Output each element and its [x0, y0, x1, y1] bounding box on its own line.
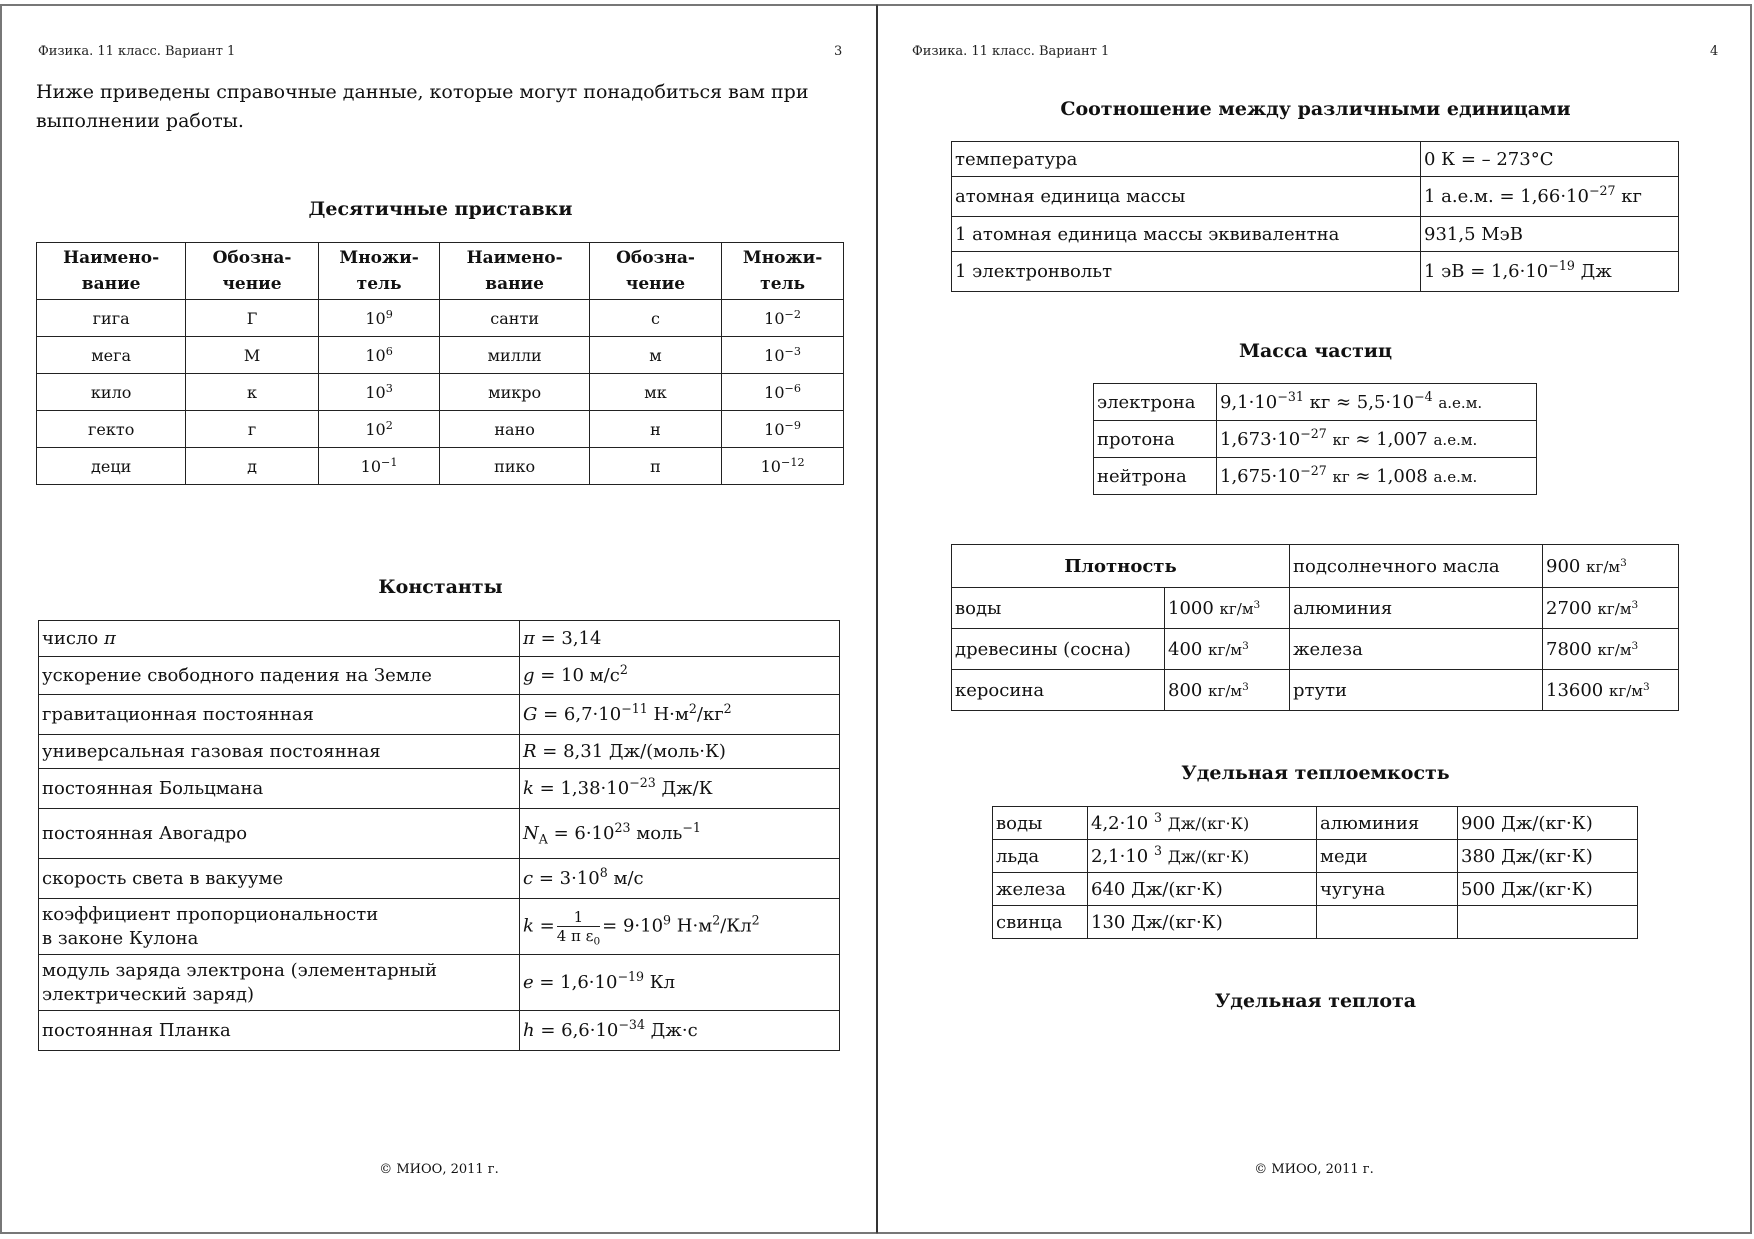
table-row — [37, 337, 844, 374]
specific-heat-table — [992, 806, 1638, 939]
constants-table — [38, 620, 840, 1051]
density-value: 7800 $кг/м^3$ — [1543, 629, 1679, 670]
density-name: ртути — [1290, 670, 1543, 711]
unit-value: 1 а.е.м. = $1,66\cdot 10^{-27}$ кг — [1421, 177, 1679, 217]
constant-name: число π — [39, 621, 520, 657]
material-name: меди — [1317, 840, 1458, 873]
constant-value: $c = 3\cdot 10^8$ м/с — [520, 859, 840, 899]
prefix-symbol: м — [589, 337, 721, 374]
page-footer: © МИОО, 2011 г. — [1254, 1162, 1374, 1177]
density-title: Плотность — [952, 545, 1290, 588]
heat-value: 380 Дж/(кг·К) — [1458, 840, 1638, 873]
table-row — [1094, 421, 1537, 458]
heat-value: 4,2·10 $^3$ Дж/(кг·К) — [1088, 807, 1317, 840]
table-row — [39, 955, 840, 1011]
heat-value: 900 Дж/(кг·К) — [1458, 807, 1638, 840]
intro-text: Ниже приведены справочные данные, которые могут понадобиться вам при выполнении работы. — [36, 81, 809, 132]
particle-mass-table — [1093, 383, 1537, 495]
constant-name: модуль заряда электрона (элементарный электрический заряд) — [39, 955, 520, 1011]
prefix-name: гекто — [37, 411, 186, 448]
table-row — [39, 769, 840, 809]
prefix-multiplier: $10^{-1}$ — [318, 448, 440, 485]
prefix-name: деци — [37, 448, 186, 485]
col-header: Наимено-вание — [440, 243, 589, 300]
constant-name: коэффициент пропорциональности в законе Кулона — [39, 899, 520, 955]
units-table — [951, 141, 1679, 292]
table-row — [952, 670, 1679, 711]
unit-value: 1 эВ = $1,6\cdot 10^{-19}$ Дж — [1421, 252, 1679, 292]
prefix-symbol: г — [186, 411, 318, 448]
density-value: 1000 $кг/м^3$ — [1165, 588, 1290, 629]
prefix-name: нано — [440, 411, 589, 448]
prefix-name: кило — [37, 374, 186, 411]
density-name: подсолнечного масла — [1290, 545, 1543, 588]
constant-name: универсальная газовая постоянная — [39, 735, 520, 769]
constant-value: π = 3,14 — [520, 621, 840, 657]
particle-name: электрона — [1094, 384, 1217, 421]
table-row — [39, 859, 840, 899]
prefix-symbol: д — [186, 448, 318, 485]
prefix-multiplier: $10^{-9}$ — [722, 411, 844, 448]
constant-value: $k = 1,38\cdot 10^{-23}$ Дж/К — [520, 769, 840, 809]
constant-name: постоянная Авогадро — [39, 809, 520, 859]
table-header-row — [952, 545, 1679, 588]
table-row — [952, 588, 1679, 629]
table-row — [952, 629, 1679, 670]
table-row — [39, 735, 840, 769]
constant-name: ускорение свободного падения на Земле — [39, 657, 520, 695]
constant-name: гравитационная постоянная — [39, 695, 520, 735]
col-header: Множи-тель — [722, 243, 844, 300]
density-value: 800 $кг/м^3$ — [1165, 670, 1290, 711]
prefix-multiplier: $10^6$ — [318, 337, 440, 374]
density-value: 2700 $кг/м^3$ — [1543, 588, 1679, 629]
prefix-symbol: п — [589, 448, 721, 485]
constant-name: постоянная Планка — [39, 1011, 520, 1051]
page-number: 4 — [1710, 44, 1719, 59]
constant-value: $h = 6,6\cdot 10^{-34}$ Дж·с — [520, 1011, 840, 1051]
prefixes-table — [36, 242, 844, 485]
prefix-name: мега — [37, 337, 186, 374]
prefix-multiplier: $10^9$ — [318, 300, 440, 337]
density-value: 13600 $кг/м^3$ — [1543, 670, 1679, 711]
table-header-row — [37, 243, 844, 300]
page-header: Физика. 11 класс. Вариант 1 — [38, 44, 236, 59]
page-footer: © МИОО, 2011 г. — [379, 1162, 499, 1177]
prefix-symbol: н — [589, 411, 721, 448]
specific-heat-title: Удельная теплоемкость — [1181, 762, 1450, 784]
material-name — [1317, 906, 1458, 939]
latent-heat-title: Удельная теплота — [1214, 990, 1417, 1012]
density-value: 900 $кг/м^3$ — [1543, 545, 1679, 588]
prefix-symbol: М — [186, 337, 318, 374]
prefix-name: гига — [37, 300, 186, 337]
material-name: воды — [993, 807, 1088, 840]
prefix-symbol: мк — [589, 374, 721, 411]
material-name: алюминия — [1317, 807, 1458, 840]
heat-value: 2,1·10 $^3$ Дж/(кг·К) — [1088, 840, 1317, 873]
prefix-multiplier: $10^{-3}$ — [722, 337, 844, 374]
density-table — [951, 544, 1679, 711]
table-row — [39, 657, 840, 695]
unit-name: атомная единица массы — [952, 177, 1421, 217]
particle-mass: $1,675\cdot 10^{-27}$ кг ≈ 1,008 а.е.м. — [1217, 458, 1537, 495]
material-name: льда — [993, 840, 1088, 873]
unit-name: 1 атомная единица массы эквивалентна — [952, 217, 1421, 252]
heat-value: 500 Дж/(кг·К) — [1458, 873, 1638, 906]
density-name: железа — [1290, 629, 1543, 670]
material-name: железа — [993, 873, 1088, 906]
prefix-multiplier: $10^{-2}$ — [722, 300, 844, 337]
table-row — [37, 374, 844, 411]
table-row — [993, 906, 1638, 939]
page-header: Физика. 11 класс. Вариант 1 — [912, 44, 1110, 59]
col-header: Обозна-чение — [589, 243, 721, 300]
table-row — [37, 448, 844, 485]
table-row — [952, 177, 1679, 217]
table-row — [952, 217, 1679, 252]
col-header: Обозна-чение — [186, 243, 318, 300]
constant-value: $N_A = 6\cdot 10^{23}$ моль$^{-1}$ — [520, 809, 840, 859]
page-left — [0, 4, 877, 1234]
unit-name: температура — [952, 142, 1421, 177]
prefix-name: санти — [440, 300, 589, 337]
prefix-name: микро — [440, 374, 589, 411]
constant-name: постоянная Больцмана — [39, 769, 520, 809]
table-row — [993, 873, 1638, 906]
constant-value: $G = 6,7\cdot 10^{-11}$ $Н\cdot м^2/кг^2$ — [520, 695, 840, 735]
prefix-multiplier: $10^{-12}$ — [722, 448, 844, 485]
prefixes-title: Десятичные приставки — [308, 198, 573, 220]
table-row — [1094, 384, 1537, 421]
density-name: алюминия — [1290, 588, 1543, 629]
table-row — [39, 809, 840, 859]
particle-mass: $1,673\cdot 10^{-27}$ кг ≈ 1,007 а.е.м. — [1217, 421, 1537, 458]
particle-mass: $9,1\cdot 10^{-31}$ кг ≈ $5,5\cdot 10^{-4}$ а.е.м. — [1217, 384, 1537, 421]
material-name: чугуна — [1317, 873, 1458, 906]
prefix-name: пико — [440, 448, 589, 485]
prefix-multiplier: $10^2$ — [318, 411, 440, 448]
density-name: древесины (сосна) — [952, 629, 1165, 670]
density-name: воды — [952, 588, 1165, 629]
prefix-multiplier: $10^3$ — [318, 374, 440, 411]
density-name: керосина — [952, 670, 1165, 711]
density-value: 400 $кг/м^3$ — [1165, 629, 1290, 670]
table-row — [39, 621, 840, 657]
prefix-name: милли — [440, 337, 589, 374]
prefix-symbol: с — [589, 300, 721, 337]
fraction: $\frac{1}{4 \pi \varepsilon_0}$ — [556, 908, 601, 948]
unit-name: 1 электронвольт — [952, 252, 1421, 292]
table-row — [37, 300, 844, 337]
table-row — [1094, 458, 1537, 495]
page-number: 3 — [834, 44, 843, 59]
table-row — [37, 411, 844, 448]
constants-title: Константы — [378, 576, 503, 598]
constant-value: R = 8,31 Дж/(моль·К) — [520, 735, 840, 769]
material-name: свинца — [993, 906, 1088, 939]
table-row — [39, 899, 840, 955]
particle-name: нейтрона — [1094, 458, 1217, 495]
heat-value: 130 Дж/(кг·К) — [1088, 906, 1317, 939]
table-row — [993, 807, 1638, 840]
page-right — [877, 4, 1752, 1234]
table-row — [39, 1011, 840, 1051]
constant-name: скорость света в вакууме — [39, 859, 520, 899]
constant-value: g = 10 $м/с^2$ — [520, 657, 840, 695]
col-header: Наимено-вание — [37, 243, 186, 300]
particle-name: протона — [1094, 421, 1217, 458]
table-row — [952, 142, 1679, 177]
unit-value: 0 К = – 273°С — [1421, 142, 1679, 177]
prefix-symbol: Г — [186, 300, 318, 337]
table-row — [993, 840, 1638, 873]
prefix-multiplier: $10^{-6}$ — [722, 374, 844, 411]
constant-value: $e = 1,6\cdot 10^{-19}$ Кл — [520, 955, 840, 1011]
prefix-symbol: к — [186, 374, 318, 411]
heat-value: 640 Дж/(кг·К) — [1088, 873, 1317, 906]
col-header: Множи-тель — [318, 243, 440, 300]
heat-value — [1458, 906, 1638, 939]
constant-value: k = $\frac{1}{4 \pi \varepsilon_0}$ = $9\cdot 10^9$ $Н\cdot м^2/Кл^2$ — [520, 899, 840, 955]
unit-value: 931,5 МэВ — [1421, 217, 1679, 252]
particle-mass-title: Масса частиц — [1238, 340, 1393, 362]
table-row — [952, 252, 1679, 292]
table-row — [39, 695, 840, 735]
units-title: Соотношение между различными единицами — [1060, 98, 1571, 120]
